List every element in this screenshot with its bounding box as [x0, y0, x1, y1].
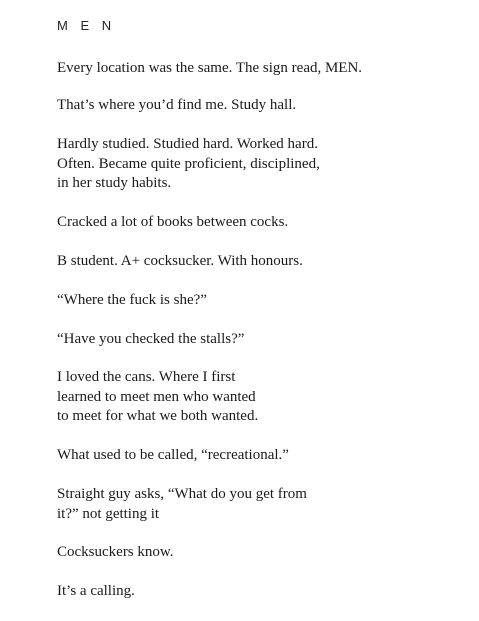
stanza-8 — [57, 368, 258, 427]
stanza-11 — [57, 543, 174, 563]
poem-line: in her study habits. — [57, 175, 172, 191]
stanza-4 — [57, 213, 288, 233]
poem-line: Cracked a lot of books between cocks. — [57, 214, 289, 230]
poem-line: Cocksuckers know. — [57, 544, 174, 560]
poem-line: “Have you checked the stalls?” — [57, 331, 245, 347]
stanza-2 — [57, 96, 296, 116]
stanza-1 — [57, 59, 362, 79]
stanza-3 — [57, 135, 320, 194]
stanza-12 — [57, 582, 135, 602]
stanza-5 — [57, 252, 303, 272]
poem-line: Straight guy asks, “What do you get from — [57, 486, 307, 502]
poem-line: it?” not getting it — [57, 505, 160, 522]
poem-line: Often. Became quite proficient, disciplined, — [57, 155, 320, 172]
poem-line: learned to meet men who wanted — [57, 388, 256, 405]
poem-line: That’s where you’d find me. Study hall. — [57, 97, 297, 113]
stanza-7 — [57, 330, 244, 350]
poem-line: Hardly studied. Studied hard. Worked hard. — [57, 136, 318, 152]
poem-line: “Where the fuck is she?” — [57, 292, 207, 308]
poem-line: Every location was the same. The sign read, MEN. — [57, 60, 363, 76]
poem-line: to meet for what we both wanted. — [57, 408, 259, 424]
poem-title: M E N — [57, 18, 116, 33]
poem-line: What used to be called, “recreational.” — [57, 447, 289, 463]
stanza-9 — [57, 446, 289, 466]
poem-line: B student. A+ cocksucker. With honours. — [57, 253, 303, 269]
poem-line: I loved the cans. Where I first — [57, 369, 236, 385]
stanza-6 — [57, 291, 207, 311]
stanza-10 — [57, 485, 307, 524]
poem-line: It’s a calling. — [57, 583, 135, 599]
